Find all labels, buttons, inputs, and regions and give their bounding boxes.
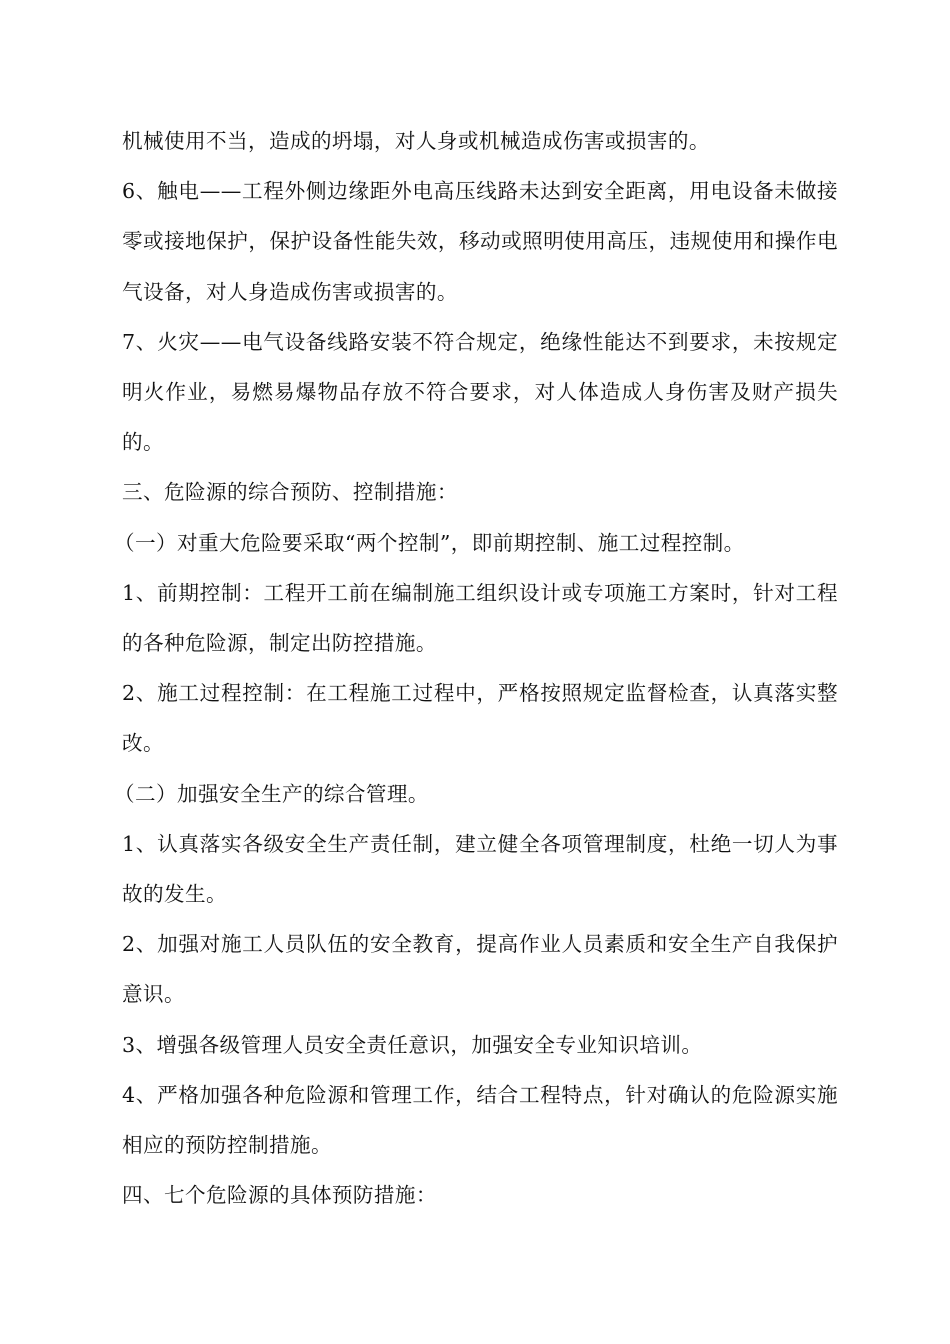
subsection-heading-comprehensive-management: （二）加强安全生产的综合管理。 [114, 781, 429, 806]
paragraph-electric-shock: 6、触电——工程外侧边缘距外电高压线路未达到安全距离，用电设备未做接零或接地保护，保护设备性能失效，移动或照明使用高压，违规使用和操作电气设备，对人身造成伤害或损害的。 [122, 179, 838, 304]
subsection-heading-two-controls: （一）对重大危险要采取“两个控制”，即前期控制、施工过程控制。 [114, 530, 745, 555]
paragraph-safety-education: 2、加强对施工人员队伍的安全教育，提高作业人员素质和安全生产自我保护意识。 [122, 932, 838, 1007]
paragraph-machinery-misuse: 机械使用不当，造成的坍塌，对人身或机械造成伤害或损害的。 [122, 129, 710, 153]
paragraph-process-control: 2、施工过程控制：在工程施工过程中，严格按照规定监督检查，认真落实整改。 [122, 681, 838, 756]
paragraph-fire: 7、火灾——电气设备线路安装不符合规定，绝缘性能达不到要求，未按规定明火作业，易燃易爆物品存放不符合要求，对人体造成人身伤害及财产损失的。 [122, 329, 838, 455]
section-heading-prevention-measures: 三、危险源的综合预防、控制措施： [122, 480, 458, 505]
paragraph-responsibility-system: 1、认真落实各级安全生产责任制，建立健全各项管理制度，杜绝一切人为事故的发生。 [122, 831, 838, 907]
document-body [114, 116, 838, 1220]
paragraph-hazard-management: 4、严格加强各种危险源和管理工作，结合工程特点，针对确认的危险源实施相应的预防控制措施。 [122, 1082, 838, 1158]
section-heading-specific-measures: 四、七个危险源的具体预防措施： [122, 1183, 437, 1208]
paragraph-preliminary-control: 1、前期控制：工程开工前在编制施工组织设计或专项施工方案时，针对工程的各种危险源，制定出防控措施。 [122, 580, 838, 656]
paragraph-management-awareness: 3、增强各级管理人员安全责任意识，加强安全专业知识培训。 [122, 1032, 703, 1057]
